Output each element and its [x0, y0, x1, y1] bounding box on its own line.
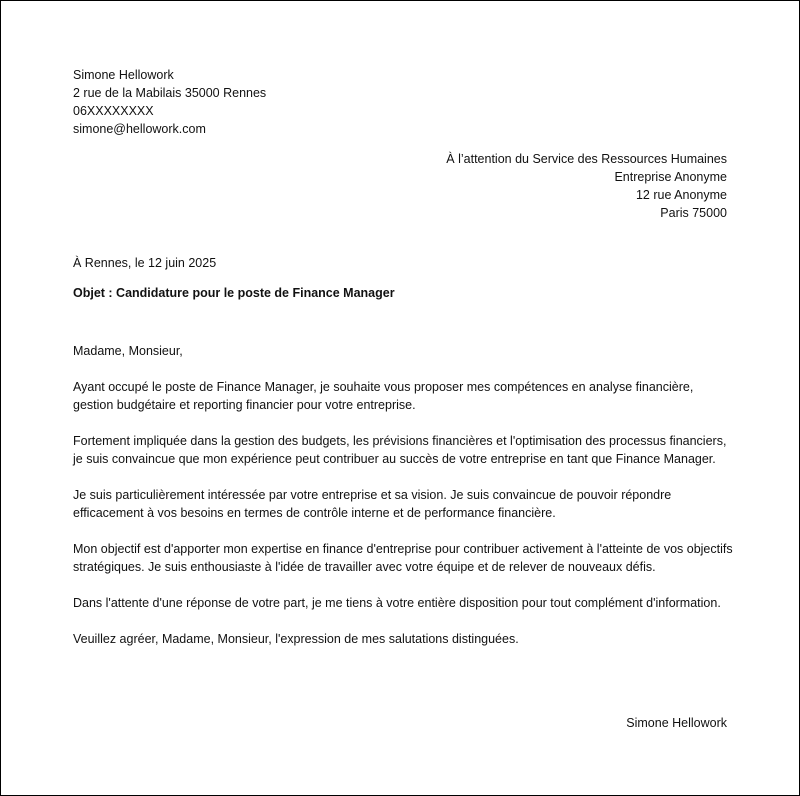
letter-body — [73, 342, 733, 666]
sender-address: 2 rue de la Mabilais 35000 Rennes — [73, 86, 267, 100]
sender-block — [73, 66, 266, 138]
recipient-city: Paris 75000 — [660, 206, 727, 220]
signature: Simone Hellowork — [626, 716, 727, 730]
subject-line: Objet : Candidature pour le poste de Finance Manager — [73, 286, 395, 300]
recipient-company: Entreprise Anonyme — [614, 170, 727, 184]
greeting: Madame, Monsieur, — [73, 344, 183, 358]
sender-email: simone@hellowork.com — [73, 122, 206, 136]
body-paragraph: Dans l'attente d'une réponse de votre part, je me tiens à votre entière disposition pour tout complément d'information. — [73, 596, 721, 610]
body-paragraph: Mon objectif est d'apporter mon expertise en finance d'entreprise pour contribuer activement à l'atteinte de vos objectifs stratégiques. Je suis enthousiaste à l'idée de travailler avec votre équipe et de relever de nouveaux défis. — [73, 542, 733, 574]
closing-paragraph: Veuillez agréer, Madame, Monsieur, l'expression de mes salutations distinguées. — [73, 632, 519, 646]
recipient-attention: À l’attention du Service des Ressources Humaines — [446, 152, 727, 166]
body-paragraph: Je suis particulièrement intéressée par votre entreprise et sa vision. Je suis convaincue de pouvoir répondre efficacement à vos besoins en termes de contrôle interne et de performance financière. — [73, 488, 672, 520]
sender-phone: 06XXXXXXXX — [73, 104, 154, 118]
body-paragraph: Fortement impliquée dans la gestion des budgets, les prévisions financières et l'optimisation des processus financiers, je suis convaincue que mon expérience peut contribuer au succès de votre entreprise en tant que Finance Manager. — [73, 434, 727, 466]
sender-name: Simone Hellowork — [73, 68, 174, 82]
body-paragraph: Ayant occupé le poste de Finance Manager, je souhaite vous proposer mes compétences en analyse financière, gestion budgétaire et reporting financier pour votre entreprise. — [73, 380, 694, 412]
recipient-block — [446, 150, 727, 222]
date-line: À Rennes, le 12 juin 2025 — [73, 256, 217, 270]
recipient-street: 12 rue Anonyme — [635, 188, 727, 202]
